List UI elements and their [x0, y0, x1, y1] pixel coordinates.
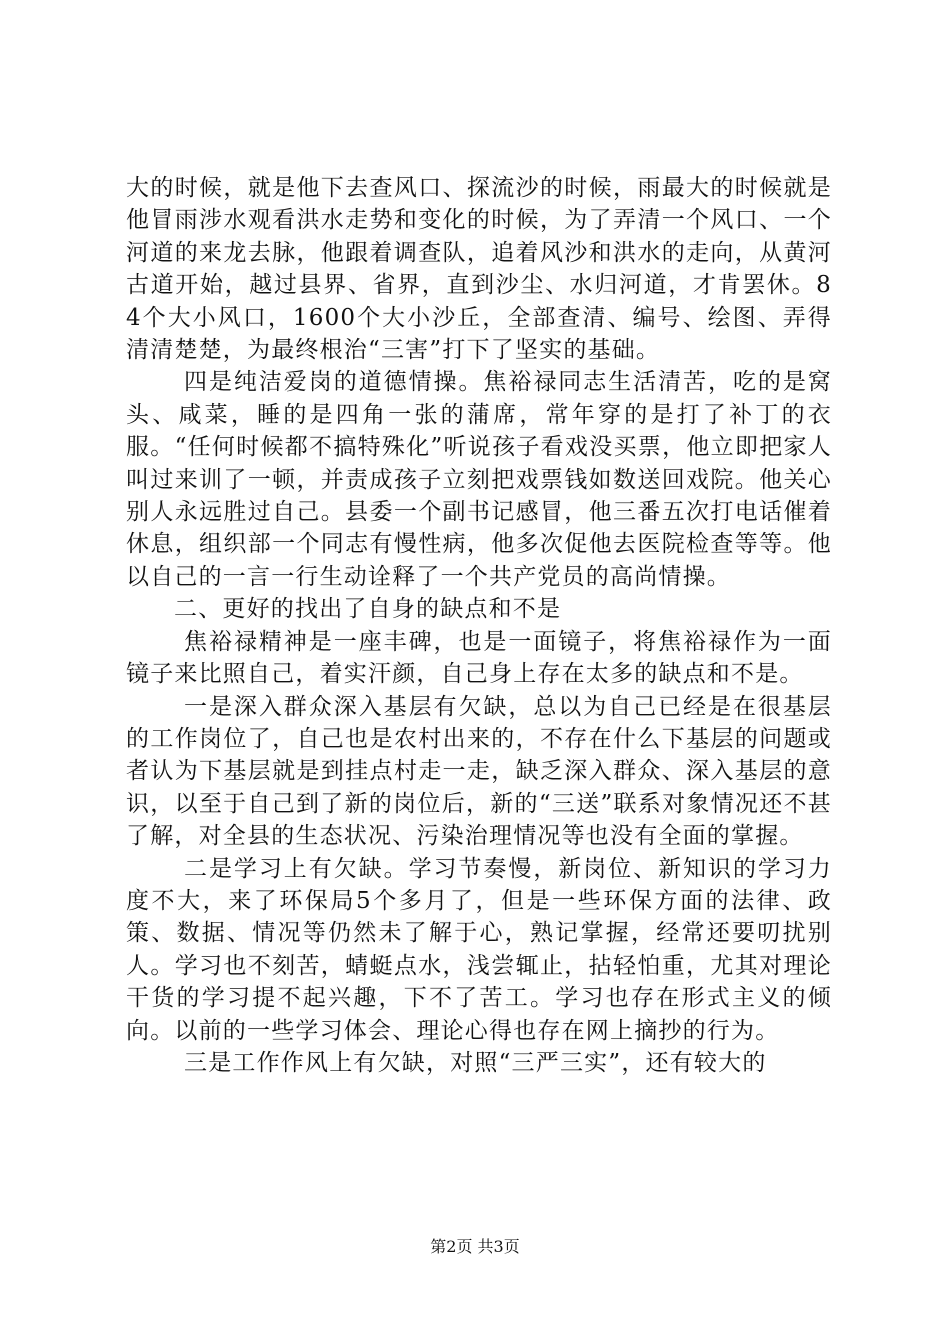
paragraph-work-style: 三是工作作风上有欠缺，对照“三严三实”，还有较大的 [184, 1049, 767, 1076]
section-heading-shortcomings: 二、更好的找出了自身的缺点和不是 [174, 596, 562, 623]
page-number-footer: 第2页 共3页 [430, 1237, 520, 1256]
paragraph-learning: 二是学习上有欠缺。学习节奏慢，新岗位、新知识的学习力度不大，来了环保局5个多月了，但是一些环保方面的法律、政策、数据、情况等仍然未了解于心，熟记掌握，经常还要叨扰别人。学习也不刻苦，蜻蜓点水，浅尝辄止，拈轻怕重，尤其对理论干货的学习提不起兴趣，下不了苦工。学习也存在形式主义的倾向。以前的一些学习体会、理论心得也存在网上摘抄的行为。 [126, 855, 832, 1044]
document-body [126, 172, 832, 1079]
paragraph-continuation: 大的时候，就是他下去查风口、探流沙的时候，雨最大的时候就是他冒雨涉水观看洪水走势和变化的时候，为了弄清一个风口、一个河道的来龙去脉，他跟着调查队，追着风沙和洪水的走向，从黄河古道开始，越过县界、省界，直到沙尘、水归河道，才肯罢休。84个大小风口，1600个大小沙丘，全部查清、编号、绘图、弄得清清楚楚，为最终根治“三害”打下了坚实的基础。 [126, 175, 832, 364]
paragraph-grassroots: 一是深入群众深入基层有欠缺，总以为自己已经是在很基层的工作岗位了，自己也是农村出来的，不存在什么下基层的问题或者认为下基层就是到挂点村走一走，缺乏深入群众、深入基层的意识，以至于自己到了新的岗位后，新的“三送”联系对象情况还不甚了解，对全县的生态状况、污染治理情况等也没有全面的掌握。 [126, 693, 832, 850]
paragraph-moral-character: 四是纯洁爱岗的道德情操。焦裕禄同志生活清苦，吃的是窝头、咸菜，睡的是四角一张的蒲席，常年穿的是打了补丁的衣服。“任何时候都不搞特殊化”听说孩子看戏没买票，他立即把家人叫过来训了一顿，并责成孩子立刻把戏票钱如数送回戏院。他关心别人永远胜过自己。县委一个副书记感冒，他三番五次打电话催着休息，组织部一个同志有慢性病，他多次促他去医院检查等等。他以自己的一言一行生动诠释了一个共产党员的高尚情操。 [126, 369, 832, 590]
paragraph-mirror: 焦裕禄精神是一座丰碑，也是一面镜子，将焦裕禄作为一面镜子来比照自己，着实汗颜，自己身上存在太多的缺点和不是。 [126, 628, 832, 688]
